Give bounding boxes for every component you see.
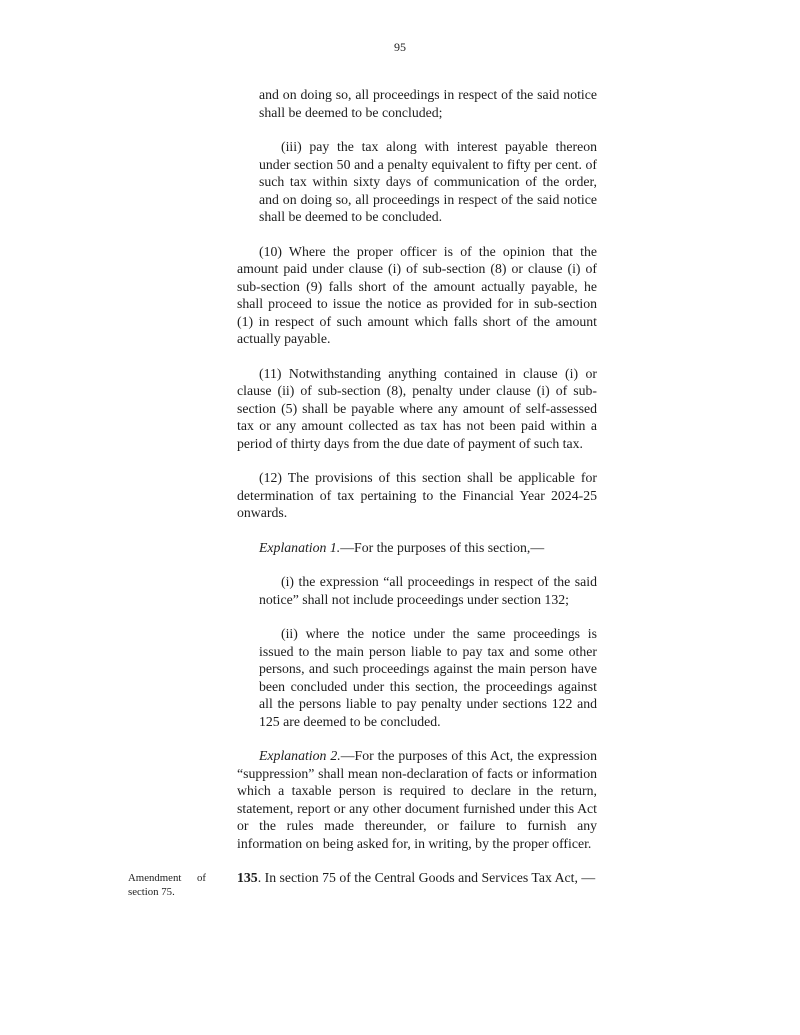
section-135-number: 135 [237, 870, 258, 885]
paragraph-explanation-1-clause-i: (i) the expression “all proceedings in respect of the said notice” shall not include proceedings under section 132; [259, 574, 597, 607]
paragraph-sub-section-11: (11) Notwithstanding anything contained in clause (i) or clause (ii) of sub-section (8), penalty under clause (i) of sub-section (5) shall be payable where any amount of self-assessed tax or any amount collected as tax has not been paid within a period of thirty days from the due date of payment of such tax. [237, 365, 597, 451]
paragraph-clause-ii-continuation: and on doing so, all proceedings in respect of the said notice shall be deemed to be concluded; [259, 87, 597, 120]
paragraph-explanation-1-clause-ii: (ii) where the notice under the same proceedings is issued to the main person liable to pay tax and some other persons, and such proceedings against the main person have been concluded under this section, the proceedings against all the persons liable to pay penalty under sections 122 and 125 are deemed to be concluded. [259, 626, 597, 729]
section-135-text: . In section 75 of the Central Goods and Services Tax Act, — [257, 870, 596, 885]
explanation-1-text: —For the purposes of this section,— [340, 539, 545, 555]
explanation-1-label: Explanation 1. [259, 539, 341, 555]
section-135-row [128, 869, 597, 898]
paragraph-clause-iii: (iii) pay the tax along with interest payable thereon under section 50 and a penalty equivalent to fifty per cent. of such tax within sixty days of communication of the order, and on doing so, all proceedings in respect of the said notice shall be deemed to be concluded. [259, 139, 597, 224]
page-number: 95 [394, 40, 406, 54]
paragraph-section-135 [237, 869, 597, 887]
explanation-2-text: —For the purposes of this Act, the expression “suppression” shall mean non-declaration of facts or information which a taxable person is required to declare in the return, statement, report or any other document furnished under this Act or the rules made thereunder, or failure to furnish any information on being asked for, in writing, by the proper officer. [237, 748, 597, 851]
paragraph-sub-section-10: (10) Where the proper officer is of the opinion that the amount paid under clause (i) of sub-section (8) or clause (i) of sub-section (9) falls short of the amount actually payable, he shall proceed to issue the notice as provided for in sub-section (1) in respect of such amount which falls short of the amount actually payable. [237, 243, 597, 346]
margin-note: Amendment of section 75. [128, 872, 206, 898]
document-body [128, 86, 597, 898]
paragraph-explanation-1 [237, 539, 597, 557]
explanation-2-label: Explanation 2. [259, 748, 341, 763]
paragraph-explanation-2 [237, 747, 597, 852]
paragraph-sub-section-12: (12) The provisions of this section shall be applicable for determination of tax pertaining to the Financial Year 2024-25 onwards. [237, 470, 597, 520]
